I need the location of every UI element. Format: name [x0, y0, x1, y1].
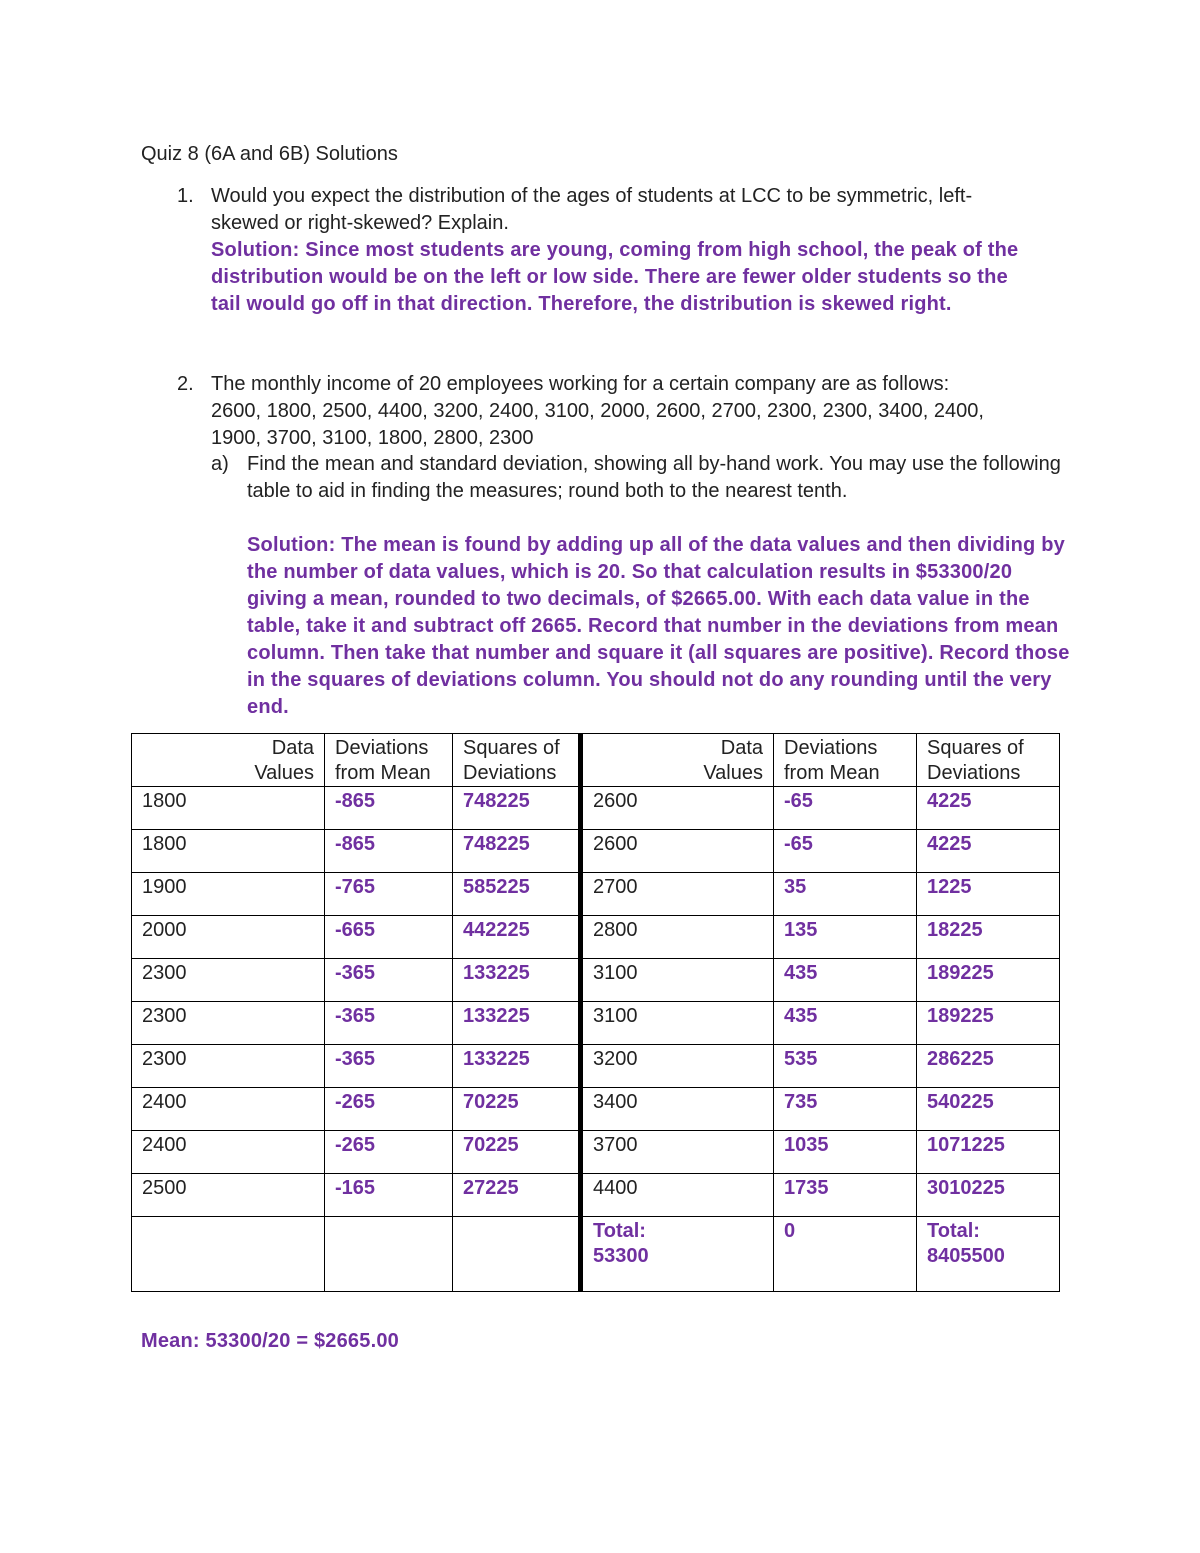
deviation-value: 35	[774, 873, 917, 916]
data-value: 1800	[132, 830, 325, 873]
header-data-values: Data Values	[132, 734, 325, 787]
square-value: 748225	[453, 830, 581, 873]
data-value: 1900	[132, 873, 325, 916]
square-value: 3010225	[917, 1174, 1060, 1217]
part-a-text: Find the mean and standard deviation, showing all by-hand work. You may use the following table to aid in finding the measures; round both to the nearest tenth.	[247, 453, 1061, 502]
square-value: 585225	[453, 873, 581, 916]
deviation-value: 135	[774, 916, 917, 959]
question-1-solution: Solution: Since most students are young, coming from high school, the peak of the distribution would be on the left or low side. There are fewer older students so the tail would go off in that direction. Therefore, the distribution is skewed right.	[211, 239, 1019, 315]
data-value: 3700	[581, 1131, 774, 1174]
header-data-values-2: Data Values	[581, 734, 774, 787]
question-2-solution: Solution: The mean is found by adding up all of the data values and then dividing by the number of data values, which is 20. So that calculation results in $53300/20 giving a mean, rounded to two decimals, of $2665.00. With each data value in the table, take it and subtract off 2665. Record that number in the deviations from mean column. Then take that number and square it (all squares are positive). Record those in the squares of deviations column. You should not do any rounding until the very end.	[247, 534, 1070, 718]
square-value: 4225	[917, 830, 1060, 873]
total-deviation: 0	[774, 1217, 917, 1292]
square-value: 70225	[453, 1131, 581, 1174]
table-row	[132, 959, 1060, 1002]
square-value: 133225	[453, 959, 581, 1002]
deviation-value: -865	[325, 787, 453, 830]
deviation-value: -765	[325, 873, 453, 916]
table-row	[132, 1002, 1060, 1045]
header-deviations: Deviations from Mean	[325, 734, 453, 787]
data-value: 3100	[581, 1002, 774, 1045]
square-value: 70225	[453, 1088, 581, 1131]
deviation-value: -365	[325, 1045, 453, 1088]
data-value: 2600	[581, 787, 774, 830]
table-row	[132, 830, 1060, 873]
deviation-value: -665	[325, 916, 453, 959]
data-value: 2500	[132, 1174, 325, 1217]
square-value: 189225	[917, 959, 1060, 1002]
table-row	[132, 787, 1060, 830]
data-value: 2300	[132, 1045, 325, 1088]
total-squares-cell	[917, 1217, 1060, 1292]
deviation-value: 1035	[774, 1131, 917, 1174]
table-row	[132, 873, 1060, 916]
data-value: 2300	[132, 959, 325, 1002]
square-value: 133225	[453, 1002, 581, 1045]
deviation-value: -165	[325, 1174, 453, 1217]
table-row	[132, 1088, 1060, 1131]
data-value: 2700	[581, 873, 774, 916]
table-row	[132, 1131, 1060, 1174]
square-value: 133225	[453, 1045, 581, 1088]
deviation-value: 1735	[774, 1174, 917, 1217]
data-value: 2400	[132, 1131, 325, 1174]
data-value: 3400	[581, 1088, 774, 1131]
data-value: 2000	[132, 916, 325, 959]
data-value: 2300	[132, 1002, 325, 1045]
part-a-label: a)	[211, 453, 229, 475]
total-values-label: Total:	[593, 1220, 646, 1242]
empty-cell	[453, 1217, 581, 1292]
data-value: 3200	[581, 1045, 774, 1088]
header-squares: Squares of Deviations	[453, 734, 581, 787]
header-squares-2: Squares of Deviations	[917, 734, 1060, 787]
deviation-value: -365	[325, 1002, 453, 1045]
data-value: 4400	[581, 1174, 774, 1217]
empty-cell	[132, 1217, 325, 1292]
total-values: 53300	[593, 1245, 649, 1267]
mean-result: Mean: 53300/20 = $2665.00	[141, 1330, 399, 1352]
square-value: 286225	[917, 1045, 1060, 1088]
square-value: 18225	[917, 916, 1060, 959]
data-value: 2800	[581, 916, 774, 959]
deviation-value: -65	[774, 787, 917, 830]
total-squares: 8405500	[927, 1245, 1005, 1267]
data-value: 3100	[581, 959, 774, 1002]
header-deviations-2: Deviations from Mean	[774, 734, 917, 787]
table-totals-row	[132, 1217, 1060, 1292]
square-value: 4225	[917, 787, 1060, 830]
deviation-value: -65	[774, 830, 917, 873]
table-row	[132, 1045, 1060, 1088]
square-value: 27225	[453, 1174, 581, 1217]
question-2-number: 2.	[177, 373, 194, 395]
question-1-text: Would you expect the distribution of the ages of students at LCC to be symmetric, left- skewed or right-skewed? Explain.	[211, 185, 973, 234]
deviation-value: 435	[774, 959, 917, 1002]
deviation-value: -265	[325, 1088, 453, 1131]
page-title: Quiz 8 (6A and 6B) Solutions	[141, 143, 398, 165]
total-values-cell	[581, 1217, 774, 1292]
data-value: 2400	[132, 1088, 325, 1131]
square-value: 1071225	[917, 1131, 1060, 1174]
question-2-text: The monthly income of 20 employees working for a certain company are as follows: 2600, 1800, 2500, 4400, 3200, 2400, 3100, 2000, 2600, 2700, 2300, 2300, 3400, 2400, 1900, 3700, 3100, 1800, 2800, 2300	[211, 373, 984, 449]
deviation-value: -365	[325, 959, 453, 1002]
square-value: 748225	[453, 787, 581, 830]
data-value: 2600	[581, 830, 774, 873]
table-row	[132, 916, 1060, 959]
square-value: 189225	[917, 1002, 1060, 1045]
table-header-row	[132, 734, 1060, 787]
total-squares-label: Total:	[927, 1220, 980, 1242]
data-value: 1800	[132, 787, 325, 830]
square-value: 1225	[917, 873, 1060, 916]
table-row	[132, 1174, 1060, 1217]
square-value: 442225	[453, 916, 581, 959]
deviation-value: -865	[325, 830, 453, 873]
deviation-table	[131, 733, 1060, 1292]
square-value: 540225	[917, 1088, 1060, 1131]
deviation-value: 535	[774, 1045, 917, 1088]
deviation-value: 435	[774, 1002, 917, 1045]
question-1-number: 1.	[177, 185, 194, 207]
deviation-value: 735	[774, 1088, 917, 1131]
deviation-value: -265	[325, 1131, 453, 1174]
empty-cell	[325, 1217, 453, 1292]
